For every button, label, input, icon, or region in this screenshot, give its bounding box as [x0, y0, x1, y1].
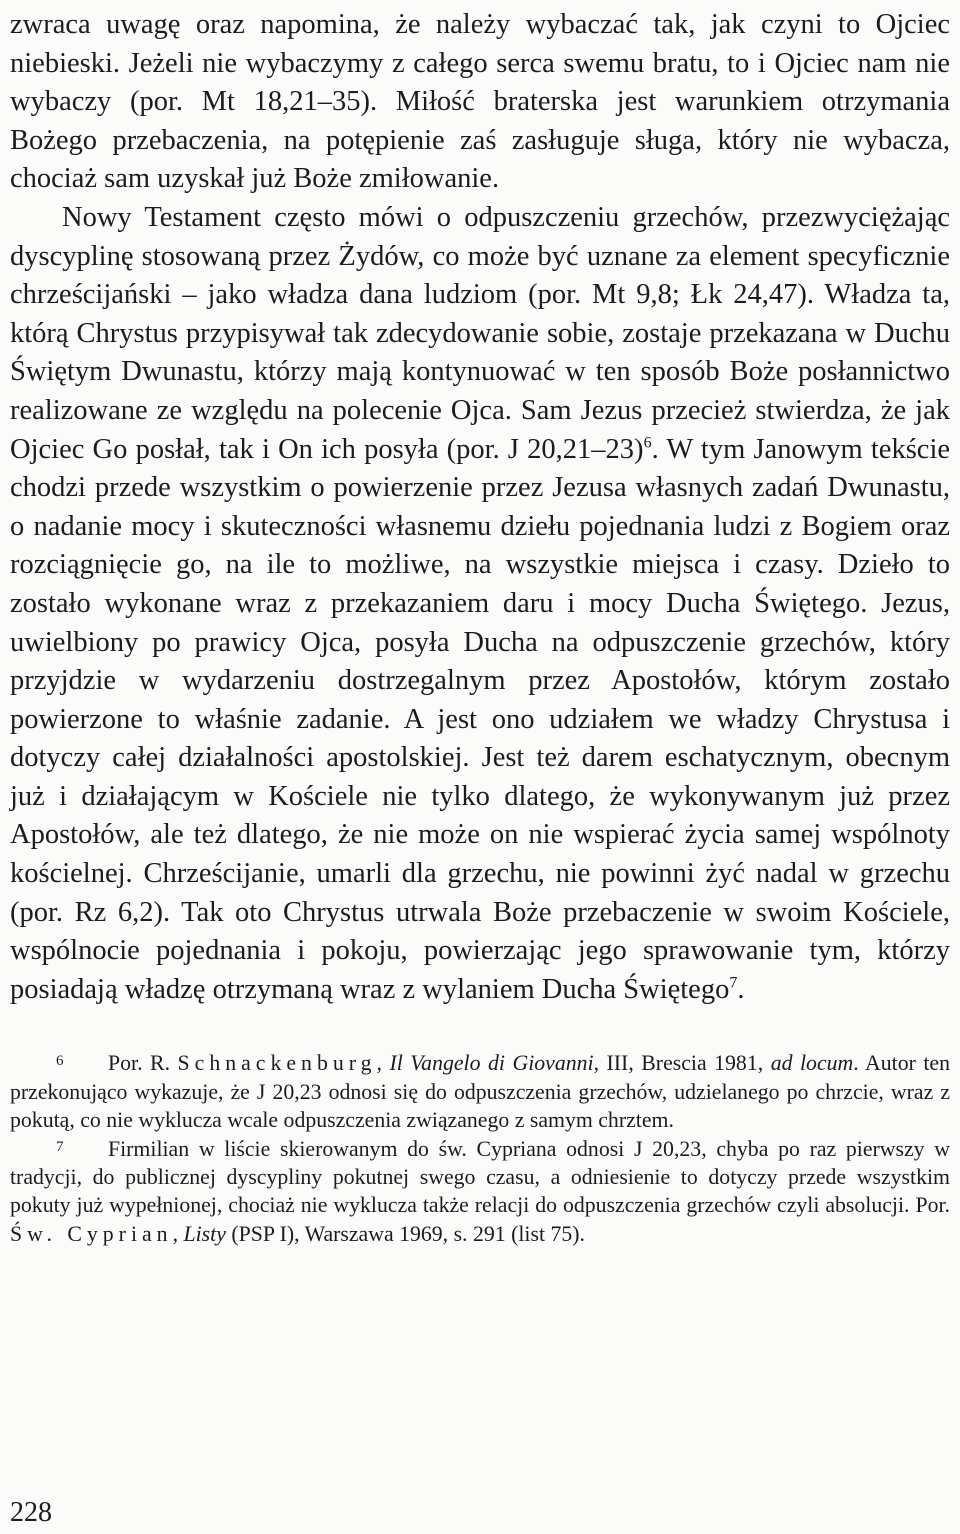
- footnote-ref[interactable]: 7: [729, 974, 738, 992]
- page-number: 228: [10, 1497, 52, 1528]
- footnote-number: 7: [56, 1138, 64, 1155]
- footnote-text: Firmilian w liście skierowanym do św. Cypriana odnosi J 20,23, chyba po raz pierwszy w tradycji, do publicznej dyscypliny pokutnej swego czasu, a odniesienie to dotyczy przede wszystkim pokuty już wypełnionej, chociaż nie wyklucza także relacji do odpuszczenia grzechów czyli absolucji. Por.: [10, 1136, 950, 1218]
- main-text: [10, 6, 950, 1009]
- footnotes: [10, 1049, 950, 1248]
- footnote-text: ,: [172, 1221, 184, 1246]
- footnote-author: Schnackenburg: [177, 1051, 377, 1076]
- paragraph: [10, 199, 950, 1009]
- paragraph-text: . W tym Janowym tekście chodzi przede wszystkim o powierzenie przez Jezusa własnych zadań Dwunastu, o nadanie mocy i skuteczności własnemu dziełu pojednania ludzi z Bogiem oraz rozciągnięcie go, na ile to możliwe, na wszystkie miejsca i czasy. Dzieło to zostało wykonane wraz z przekazaniem daru i mocy Ducha Świętego. Jezus, uwielbiony po prawicy Ojca, posyła Ducha na odpuszczenie grzechów, który przyjdzie w wydarzeniu dostrzegalnym przez Apostołów, którym zostało powierzone to właśnie zadanie. A jest ono udziałem we władzy Chrystusa i dotyczy całej działalności apostolskiej. Jest też darem eschatycznym, obecnym już i działającym w Kościele nie tylko dlatego, że wykonywanym już przez Apostołów, ale też dlatego, że nie może on nie wspierać życia samej wspólnoty kościelnej. Chrześcijanie, umarli dla grzechu, nie powinni żyć nadal w grzechu (por. Rz 6,2). Tak oto Chrystus utrwala Boże przebaczenie w swoim Kościele, wspólnocie pojednania i pokoju, powierzając jego sprawowanie tym, którzy posiadają władzę otrzymaną wraz z wylaniem Ducha Świętego: [10, 433, 951, 1005]
- footnote-text: Por. R.: [108, 1051, 178, 1076]
- footnote-text: ,: [376, 1051, 390, 1076]
- paragraph-continued: zwraca uwagę oraz napomina, że należy wybaczać tak, jak czyni to Ojciec niebieski. Jeżeli nie wybaczymy z całego serca swemu bratu, to i Ojciec nam nie wybaczy (por. Mt 18,21–35). Miłość braterska jest warunkiem otrzymania Bożego przebaczenia, na potępienie zaś zasługuje sługa, który nie wybacza, chociaż sam uzyskał już Boże zmiłowanie.: [10, 9, 950, 195]
- footnote-text: , III, Brescia 1981,: [593, 1051, 771, 1076]
- footnote-text: . Autor ten przekonująco wykazuje, że J 20,23 odnosi się do odpuszczenia grzechów, udzielanego po chrzcie, wraz z pokutą, co nie wyklucza wcale odpuszczenia związanego z samym chrztem.: [10, 1051, 950, 1133]
- footnote-title: Il Vangelo di Giovanni: [389, 1051, 594, 1076]
- footnote-text: (PSP I), Warszawa 1969, s. 291 (list 75).: [225, 1221, 585, 1246]
- footnote-author: Św. Cyprian: [10, 1221, 173, 1246]
- paragraph-text: Nowy Testament często mówi o odpuszczeniu grzechów, przezwyciężając dyscyplinę stosowaną przez Żydów, co może być uznane za element specyficznie chrześcijański – jako władza dana ludziom (por. Mt 9,8; Łk 24,47). Władza ta, którą Chrystus przypisywał tak zdecydowanie sobie, zostaje przekazana w Duchu Świętym Dwunastu, którzy mają kontynuować w ten sposób Boże posłannictwo realizowane ze względu na polecenie Ojca. Sam Jezus przecież stwierdza, że jak Ojciec Go posłał, tak i On ich posyła (por. J 20,21–23): [10, 201, 950, 465]
- footnote: [10, 1135, 950, 1249]
- footnote-title: Listy: [183, 1221, 226, 1246]
- paragraph-text: .: [737, 973, 745, 1005]
- footnote-number: 6: [56, 1053, 64, 1070]
- footnote-locus: ad locum: [770, 1051, 854, 1076]
- footnote: [10, 1049, 950, 1134]
- footnote-ref[interactable]: 6: [643, 434, 652, 452]
